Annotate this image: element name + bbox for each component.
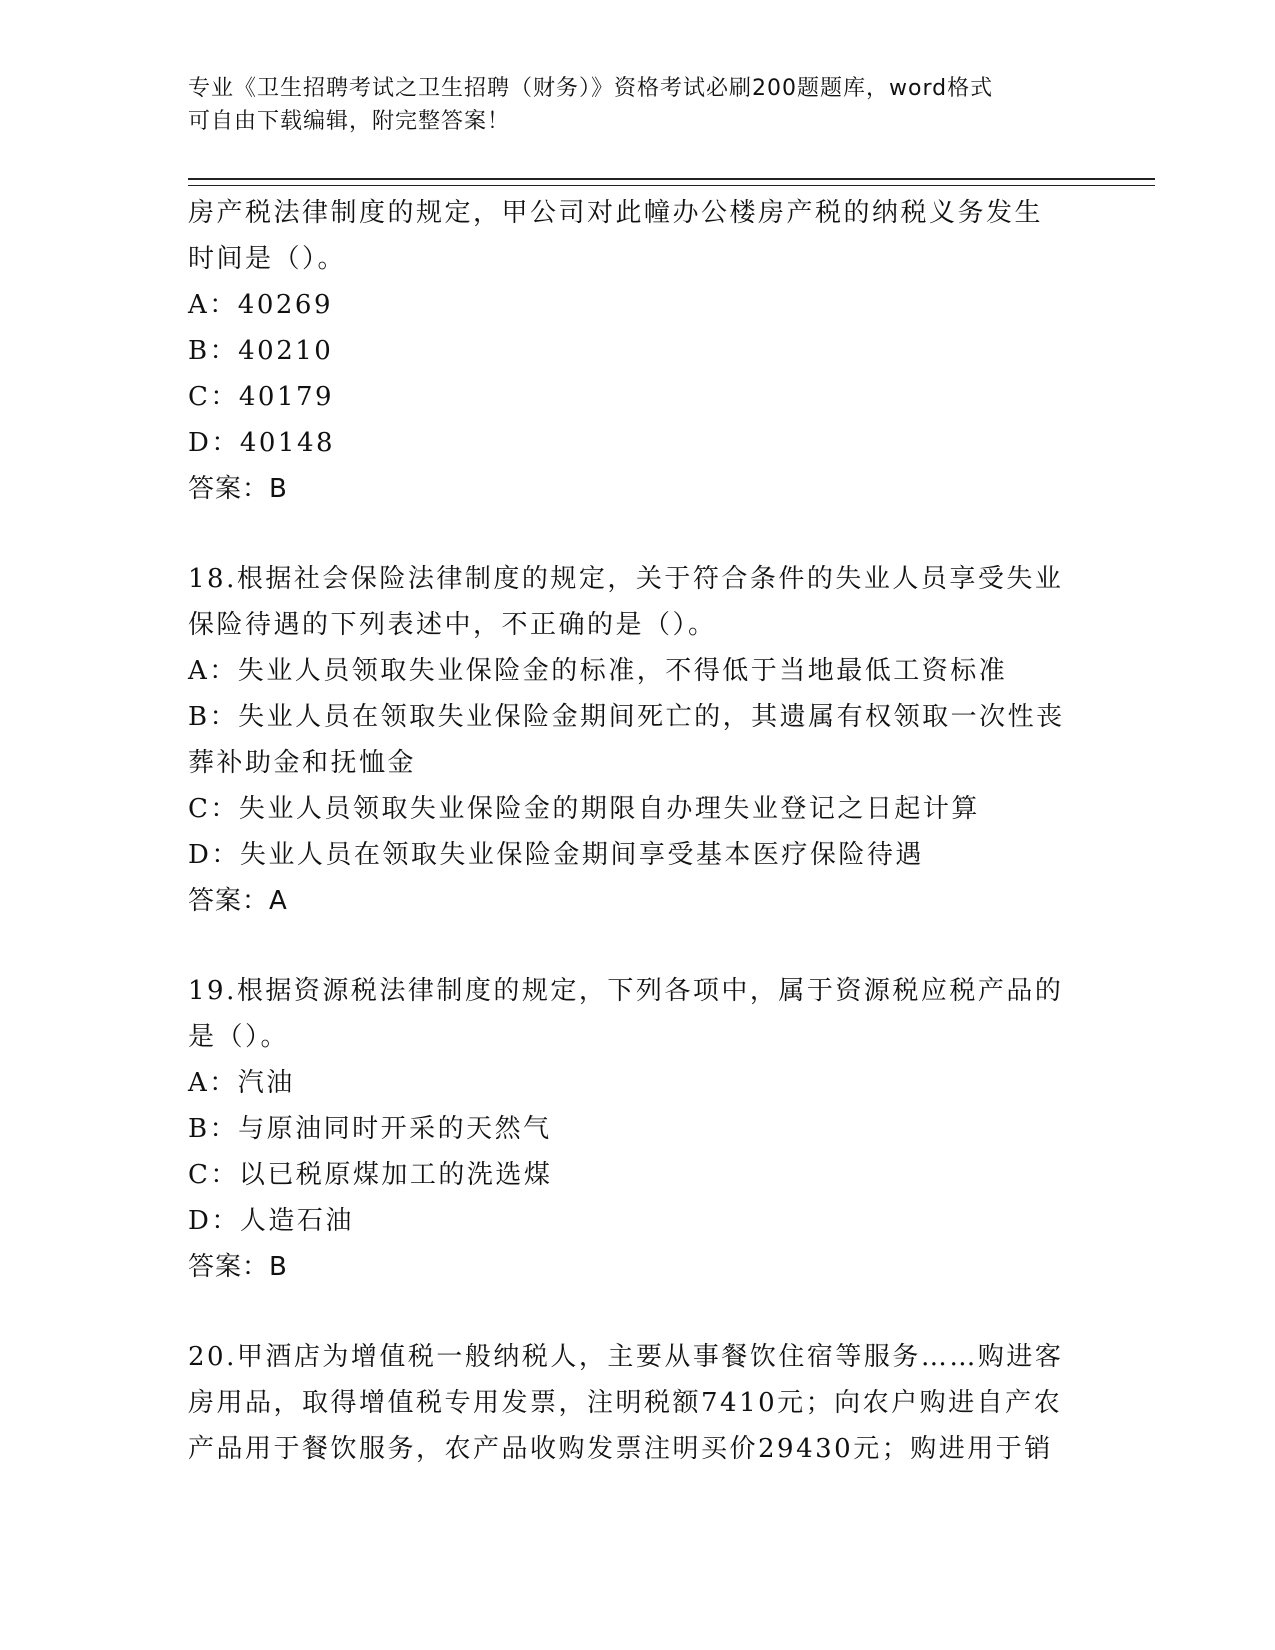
option-b: B：失业人员在领取失业保险金期间死亡的，其遗属有权领取一次性丧 [188,702,1065,732]
option-a: A：40269 [188,290,333,320]
option-a: A：汽油 [188,1068,295,1098]
spacer [188,512,1088,556]
option-b-continued: 葬补助金和抚恤金 [188,748,417,778]
option-c: C：以已税原煤加工的洗选煤 [188,1160,553,1190]
option-d: D：人造石油 [188,1206,354,1236]
question-17 [188,190,1088,512]
option-a: A：失业人员领取失业保险金的标准，不得低于当地最低工资标准 [188,656,1008,686]
header-divider [188,178,1155,186]
answer-label: 答案：A [188,886,288,916]
question-stem: 房用品，取得增值税专用发票，注明税额7410元；向农户购进自产农 [188,1388,1063,1418]
header-title-line-1: 专业《卫生招聘考试之卫生招聘（财务）》资格考试必刷200题题库，word格式 [188,76,994,101]
spacer [188,1290,1088,1334]
question-stem: 产品用于餐饮服务，农产品收购发票注明买价29430元；购进用于销 [188,1434,1053,1464]
answer-label: 答案：B [188,1252,288,1282]
option-c: C：失业人员领取失业保险金的期限自办理失业登记之日起计算 [188,794,980,824]
option-d: D：40148 [188,428,336,458]
question-20 [188,1334,1088,1472]
document-body [188,190,1088,1472]
document-header [188,72,1088,138]
option-c: C：40179 [188,382,335,412]
header-title-line-2: 可自由下载编辑，附完整答案！ [188,109,511,134]
question-stem: 20.甲酒店为增值税一般纳税人，主要从事餐饮住宿等服务……购进客 [188,1342,1064,1372]
answer-label: 答案：B [188,474,288,504]
question-stem: 19.根据资源税法律制度的规定，下列各项中，属于资源税应税产品的 [188,976,1064,1006]
question-stem: 房产税法律制度的规定，甲公司对此幢办公楼房产税的纳税义务发生 [188,198,1044,228]
question-stem: 时间是（）。 [188,244,347,274]
question-stem: 保险待遇的下列表述中，不正确的是（）。 [188,610,717,640]
question-stem: 是（）。 [188,1022,290,1052]
question-19 [188,968,1088,1290]
spacer [188,924,1088,968]
option-b: B：40210 [188,336,334,366]
option-b: B：与原油同时开采的天然气 [188,1114,552,1144]
question-stem: 18.根据社会保险法律制度的规定，关于符合条件的失业人员享受失业 [188,564,1064,594]
option-d: D：失业人员在领取失业保险金期间享受基本医疗保险待遇 [188,840,924,870]
question-18 [188,556,1088,924]
